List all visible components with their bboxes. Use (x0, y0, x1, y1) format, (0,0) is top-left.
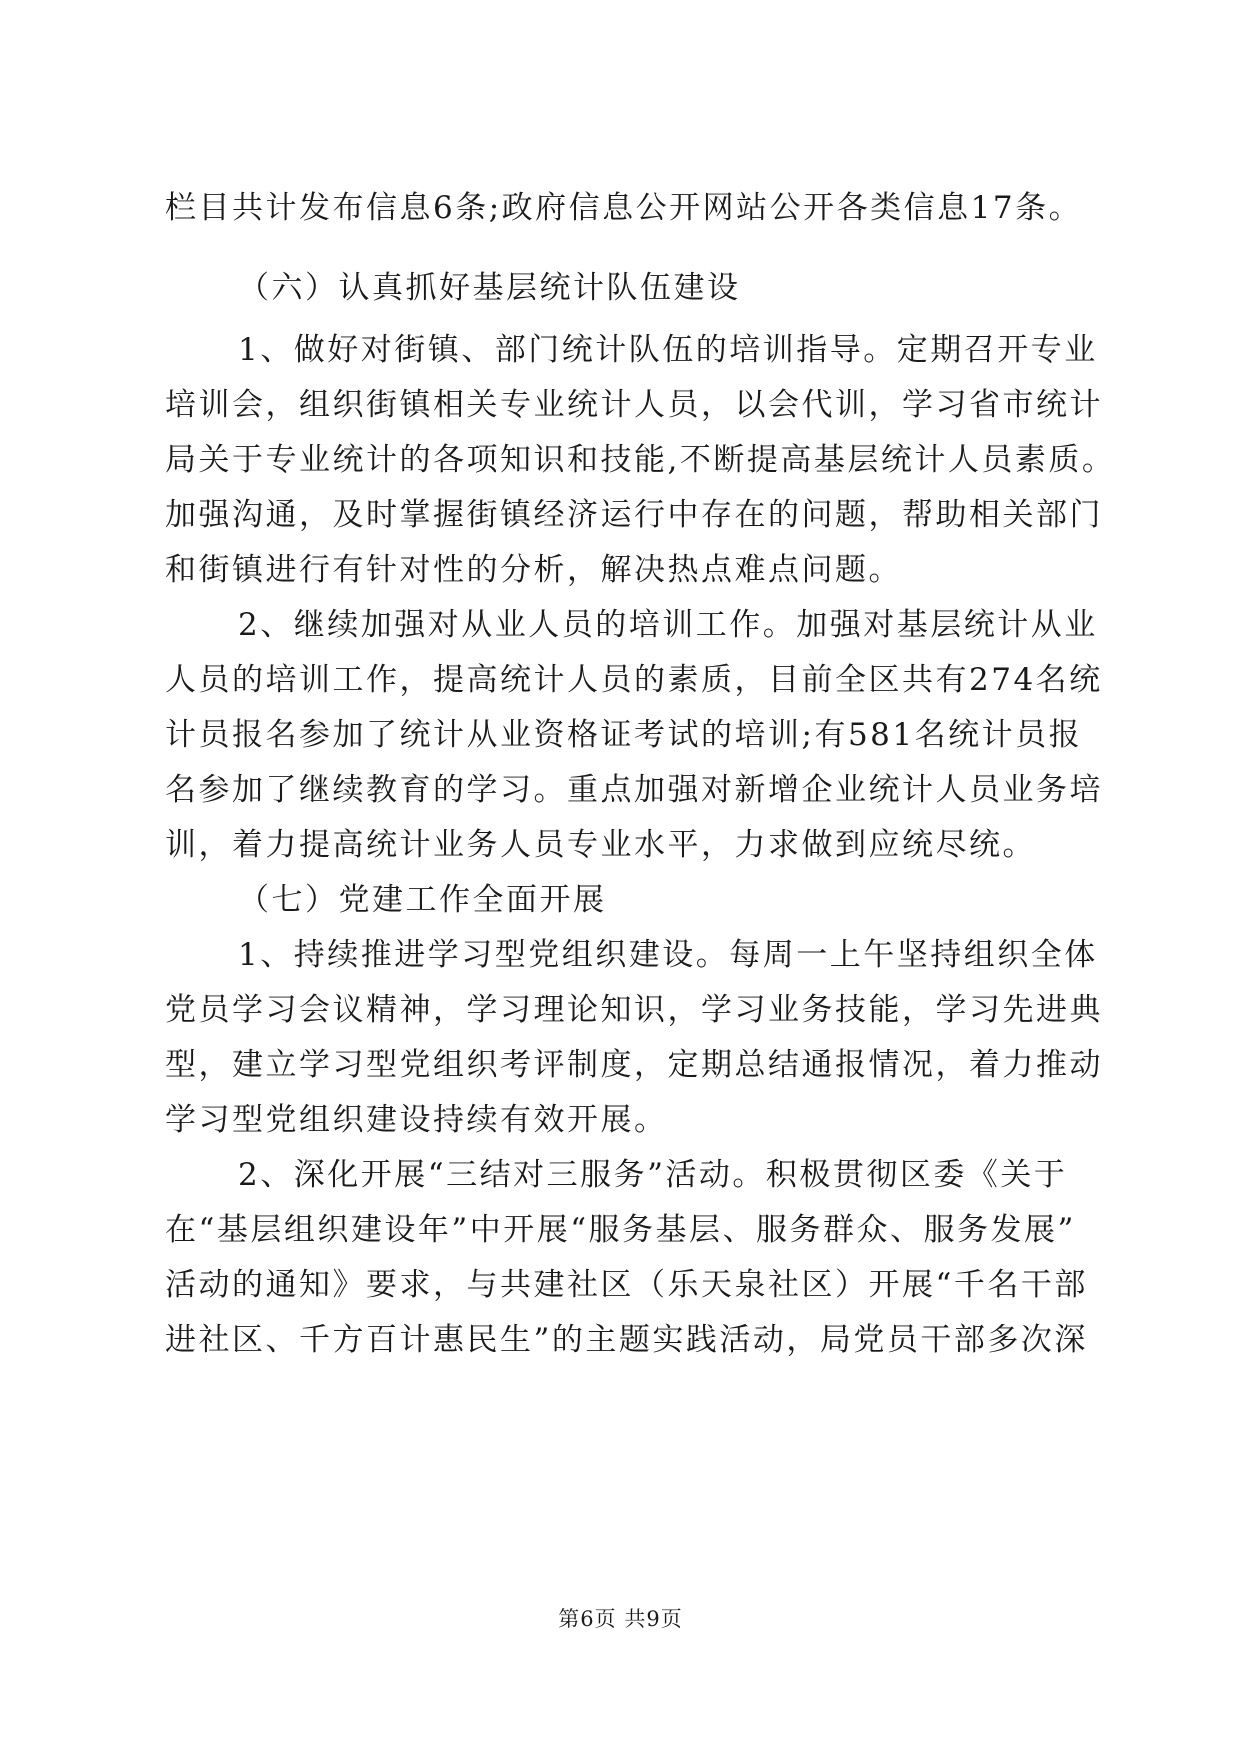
body-text-line: 培训会，组织街镇相关专业统计人员，以会代训，学习省市统计 (165, 387, 1103, 423)
section-heading-6: （六）认真抓好基层统计队伍建设 (238, 270, 741, 306)
paragraph-first-line: 1、持续推进学习型党组织建设。每周一上午坚持组织全体 (238, 937, 1098, 973)
section-heading-7: （七）党建工作全面开展 (238, 882, 607, 918)
paragraph-first-line: 2、深化开展“三结对三服务”活动。积极贯彻区委《关于 (238, 1157, 1068, 1193)
paragraph-first-line: 1、做好对街镇、部门统计队伍的培训指导。定期召开专业 (238, 332, 1098, 368)
body-text-line: 活动的通知》要求，与共建社区（乐天泉社区）开展“千名干部 (165, 1267, 1088, 1303)
body-text-line: 栏目共计发布信息6条;政府信息公开网站公开各类信息17条。 (165, 190, 1083, 226)
body-text-line: 计员报名参加了统计从业资格证考试的培训;有581名统计员报 (165, 717, 1083, 753)
body-text-line: 局关于专业统计的各项知识和技能,不断提高基层统计人员素质。 (165, 442, 1116, 478)
body-text-line: 人员的培训工作，提高统计人员的素质，目前全区共有274名统 (165, 662, 1103, 698)
paragraph-first-line: 2、继续加强对从业人员的培训工作。加强对基层统计从业 (238, 607, 1098, 643)
body-text-line: 型，建立学习型党组织考评制度，定期总结通报情况，着力推动 (165, 1047, 1103, 1083)
body-text-line: 加强沟通，及时掌握街镇经济运行中存在的问题，帮助相关部门 (165, 497, 1103, 533)
body-text-line: 名参加了继续教育的学习。重点加强对新增企业统计人员业务培 (165, 772, 1103, 808)
body-text-line: 学习型党组织建设持续有效开展。 (165, 1102, 668, 1138)
body-text-line: 和街镇进行有针对性的分析，解决热点难点问题。 (165, 552, 902, 588)
body-text-line: 在“基层组织建设年”中开展“服务基层、服务群众、服务发展” (165, 1212, 1076, 1248)
body-text-line: 训，着力提高统计业务人员专业水平，力求做到应统尽统。 (165, 827, 1036, 863)
body-text-line: 进社区、千方百计惠民生”的主题实践活动，局党员干部多次深 (165, 1322, 1088, 1358)
body-text-line: 党员学习会议精神，学习理论知识，学习业务技能，学习先进典 (165, 992, 1103, 1028)
page-number-footer: 第6页 共9页 (558, 1607, 683, 1631)
